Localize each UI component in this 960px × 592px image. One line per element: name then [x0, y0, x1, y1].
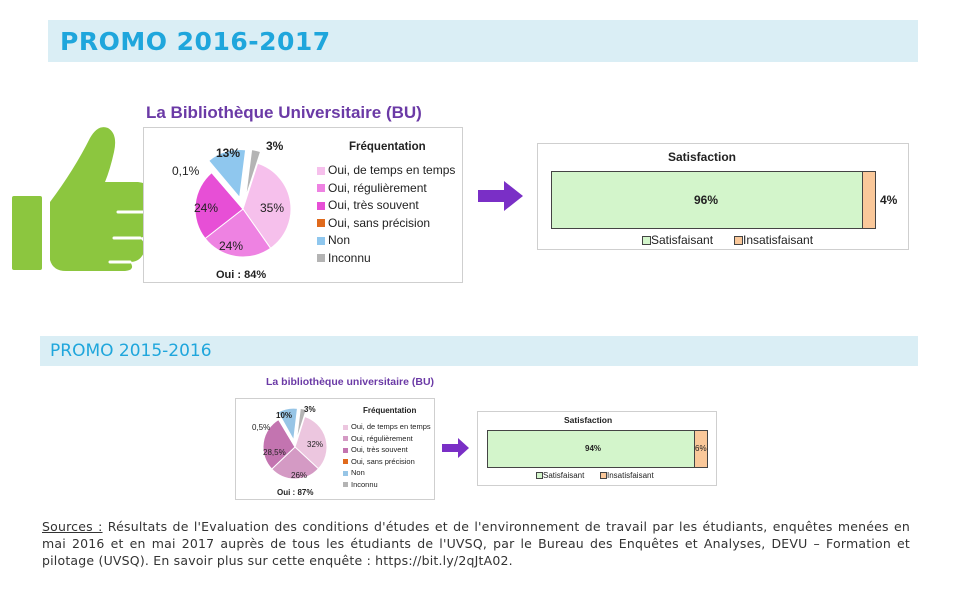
bar-label-insatisfait: 4% [880, 193, 898, 207]
legend-label: Oui, de temps en temps [351, 422, 431, 431]
legend-swatch [343, 436, 348, 441]
legend-label: Insatisfaisant [743, 233, 814, 247]
legend-label: Oui, sans précision [351, 456, 415, 466]
pie-label-regulierement: 24% [219, 239, 244, 253]
satisfaction-panel-2015 [477, 411, 717, 486]
legend-satisfait [536, 471, 584, 480]
satisfaction-title: Satisfaction [564, 415, 613, 425]
bar-label-satisfait: 94% [585, 444, 602, 453]
legend-swatch [317, 184, 325, 192]
legend-swatch [317, 167, 325, 175]
sources-label: Sources : [42, 519, 103, 534]
pie-label-temps-en-temps: 35% [260, 201, 285, 215]
legend-label: Inconnu [328, 250, 371, 265]
right-arrow-icon [442, 438, 470, 458]
legend-item [343, 445, 408, 454]
legend-item [343, 480, 378, 489]
legend-label: Non [351, 468, 365, 477]
legend-label: Oui, régulièrement [351, 433, 413, 443]
sources-text: Résultats de l'Evaluation des conditions d'études et de l'environnement de travail par les étudiants, enquêtes menées en mai 2016 et en mai 2017 auprès de tous les étudiants de l'UVSQ, par le Bureau des Enquêtes et Analyses, DEVU – Formation et pilotage (UVSQ). En savoir plus sur cette enquête : https://bit.ly/2qJtA02. [42, 519, 910, 568]
legend-item [343, 434, 413, 443]
legend-item [317, 163, 455, 177]
legend-item [317, 251, 371, 265]
pie-annotation-oui: Oui : 87% [277, 488, 314, 497]
pie-label-regulierement: 26% [291, 471, 308, 480]
legend-item [343, 422, 431, 431]
legend-swatch [343, 459, 348, 464]
legend-label: Oui, régulièrement [328, 180, 427, 195]
legend-label: Non [328, 233, 351, 247]
right-arrow-icon [478, 180, 524, 212]
pie-annotation-oui: Oui : 84% [216, 269, 267, 281]
pie-label-tres-souvent: 28,5% [263, 448, 286, 457]
pie-label-non: 13% [216, 146, 241, 160]
legend-label: Oui, très souvent [351, 445, 408, 454]
legend-swatch [343, 471, 348, 476]
legend-swatch [642, 236, 651, 245]
legend-item [343, 468, 365, 477]
legend-title: Fréquentation [363, 406, 417, 415]
legend-label: Insatisfaisant [607, 471, 654, 480]
legend-label: Satisfaisant [651, 233, 714, 247]
legend-item [317, 216, 430, 230]
legend-label: Oui, sans précision [328, 215, 431, 230]
promo-2015-banner [40, 336, 918, 366]
bar-label-satisfait: 96% [694, 193, 719, 207]
pie-title: La Bibliothèque Universitaire (BU) [146, 103, 422, 122]
pie-label-inconnu: 3% [266, 139, 284, 153]
pie-label-tres-souvent: 24% [194, 201, 219, 215]
pie-label-temps-en-temps: 32% [307, 440, 324, 449]
pie-label-sans-precision: 0,5% [252, 423, 271, 432]
legend-swatch [343, 482, 348, 487]
pie-label-sans-precision: 0,1% [172, 164, 200, 178]
legend-label: Satisfaisant [543, 471, 585, 480]
legend-swatch [343, 448, 348, 453]
legend-title: Fréquentation [349, 141, 426, 153]
legend-swatch [343, 425, 348, 430]
legend-swatch [317, 254, 325, 262]
legend-label: Oui, très souvent [328, 198, 419, 212]
bar-label-insatisfait: 6% [695, 444, 707, 453]
thumbs-up-icon [10, 120, 160, 272]
sources-note [42, 518, 910, 569]
promo-2016-banner [48, 20, 918, 62]
pie-title: La bibliothèque universitaire (BU) [266, 376, 435, 388]
legend-satisfait [642, 233, 713, 247]
satisfaction-title: Satisfaction [668, 150, 737, 164]
legend-insatisfait [600, 471, 654, 480]
legend-swatch [317, 202, 325, 210]
legend-item [317, 233, 350, 247]
pie-panel-2016 [143, 95, 463, 285]
promo-2016-title: PROMO 2016-2017 [60, 27, 331, 56]
legend-insatisfait [734, 233, 813, 247]
pie-panel-2015 [235, 374, 435, 500]
legend-label: Oui, de temps en temps [328, 163, 456, 177]
legend-item [317, 198, 419, 212]
legend-swatch [317, 237, 325, 245]
legend-swatch [600, 472, 607, 479]
legend-swatch [536, 472, 543, 479]
pie-label-inconnu: 3% [304, 405, 316, 414]
promo-2015-title: PROMO 2015-2016 [50, 341, 212, 361]
bar-insatisfait [862, 171, 876, 229]
pie-label-non: 10% [276, 411, 293, 420]
legend-label: Inconnu [351, 479, 378, 489]
legend-item [343, 457, 415, 466]
legend-swatch [317, 219, 325, 227]
satisfaction-panel-2016 [537, 143, 909, 250]
legend-item [317, 181, 427, 195]
legend-swatch [734, 236, 743, 245]
